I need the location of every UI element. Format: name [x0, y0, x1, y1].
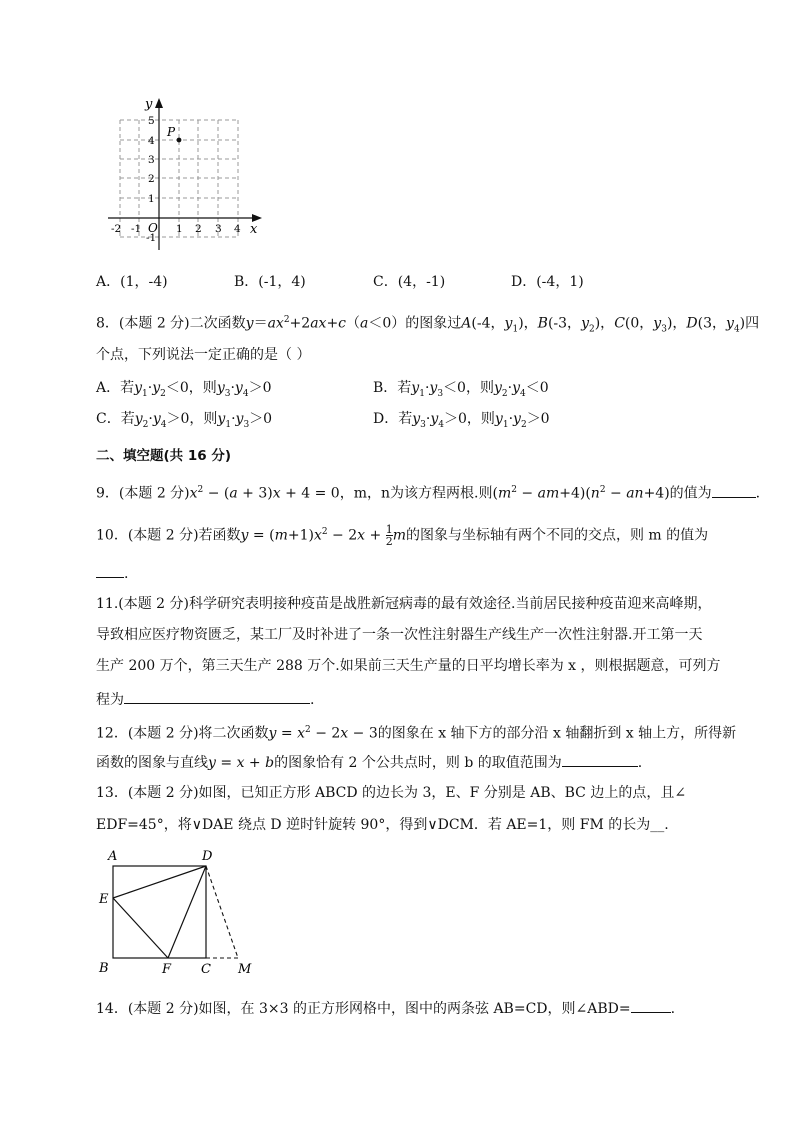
q11-line1: 11.(本题 2 分)科学研究表明接种疫苗是战胜新冠病毒的最有效途径.当前居民接种疫苗迎来高峰期，: [96, 596, 712, 612]
point-p: [177, 138, 182, 143]
vertex-label-c: C: [201, 962, 211, 977]
q8-line1: 8．(本题 2 分)二次函数$y=ax^2+2ax+c(a<0)$的图象过A(-4，$y_1$)，B(-3，$y_2$)，C(0，$y_3$)，D(3，$y_4$)四: [96, 315, 760, 335]
x-tick-label: -1: [131, 223, 142, 235]
q12-answer-blank[interactable]: [562, 751, 638, 767]
vertex-label-f: F: [162, 962, 172, 977]
y-tick-label: 5: [148, 115, 155, 127]
q8-option-c: C．若$y_2\cdot y_4>0$，则$y_1\cdot y_3>0$: [96, 411, 273, 430]
segment-ef: [113, 898, 168, 958]
coordinate-grid-figure: [100, 92, 270, 252]
y-tick-label: 3: [148, 154, 155, 166]
q8-option-a: A．若$y_1\cdot y_2<0$，则$y_3\cdot y_4>0$: [96, 380, 272, 399]
vertex-label-a: A: [108, 849, 118, 864]
section-heading-fill-in: 二、填空题(共 16 分): [96, 448, 232, 464]
origin-label: O: [148, 221, 158, 235]
q8-intro: 8．(本题 2 分)二次函数: [96, 315, 246, 332]
q9-answer-blank[interactable]: [712, 482, 756, 498]
x-tick-label: 2: [195, 223, 202, 235]
q11-line4: 程为 .: [96, 688, 314, 710]
y-tick-label: -1: [146, 232, 157, 244]
q10-line2: .: [96, 562, 128, 584]
y-tick-label: 4: [148, 135, 155, 147]
q14-answer-blank[interactable]: [631, 997, 671, 1013]
y-axis-label: y: [145, 97, 153, 112]
q7-option-c: C．(4，-1): [373, 274, 446, 290]
x-tick-label: 3: [215, 223, 222, 235]
q8-line2: 个点，下列说法一定正确的是（ ）: [96, 347, 311, 363]
q9-line: 9．(本题 2 分)$x^2 - (a + 3)x + 4 = 0$，m，n为该方程两根.则$(m^2 - am+4)(n^2 - an+4)$的值为 .: [96, 480, 760, 504]
square-geometry-figure: [96, 846, 266, 978]
vertex-label-b: B: [99, 961, 109, 976]
q8-four: 四: [745, 315, 760, 332]
y-tick-label: 1: [148, 193, 155, 205]
q8-desc: ）的图象过: [391, 315, 462, 332]
segment-de: [113, 866, 206, 898]
q10-answer-blank[interactable]: [96, 562, 124, 578]
vertex-label-d: D: [202, 849, 213, 864]
q10-line1: 10．(本题 2 分)若函数$y = (m+1)x^2 - 2x$ + $\frac{1}{2}$ m的图象与坐标轴有两个不同的交点，则 m 的值为: [96, 523, 709, 549]
x-axis-label: x: [250, 222, 258, 237]
segment-dm: [206, 866, 238, 958]
q11-line2: 导致相应医疗物资匮乏，某工厂及时补进了一条一次性注射器生产线生产一次性注射器.开工第一天: [96, 627, 703, 643]
y-tick-label: 2: [148, 173, 155, 185]
square-abcd: [113, 866, 206, 958]
vertex-label-m: M: [238, 962, 252, 977]
q12-line1: 12．(本题 2 分)将二次函数$y = x^2 - 2x - 3$的图象在 x 轴下方的部分沿 x 轴翻折到 x 轴上方，所得新: [96, 725, 737, 742]
q8-option-d: D．若$y_3\cdot y_4>0$，则$y_1\cdot y_2>0$: [373, 411, 550, 430]
q12-line2: 函数的图象与直线y = x + b的图象恰有 2 个公共点时，则 b 的取值范围为 .: [96, 751, 642, 773]
vertex-label-e: E: [99, 892, 109, 907]
q14-line: 14．(本题 2 分)如图，在 3×3 的正方形网格中，图中的两条弦 AB=CD，则∠ABD= .: [96, 997, 675, 1019]
x-tick-label: 4: [234, 223, 241, 235]
segment-df: [168, 866, 206, 958]
q13-line1: 13．(本题 2 分)如图，已知正方形 ABCD 的边长为 3，E、F 分别是 AB、BC 边上的点，且∠: [96, 785, 687, 801]
q7-option-a: A．(1，-4): [96, 274, 168, 290]
x-tick-label: 1: [176, 223, 183, 235]
x-tick-label: -2: [111, 223, 122, 235]
q7-option-d: D．(-4，1): [511, 274, 584, 290]
q11-answer-blank[interactable]: [124, 688, 310, 704]
point-p-label: P: [167, 125, 176, 139]
q11-line3: 生产 200 万个，第三天生产 288 万个.如果前三天生产量的日平均增长率为 x ，则根据题意，可列方: [96, 658, 721, 674]
q8-paren: （: [346, 315, 361, 332]
q13-line2: EDF=45°，将∨DAE 绕点 D 逆时针旋转 90°，得到∨DCM．若 AE=1，则 FM 的长为__.: [96, 817, 669, 833]
q7-option-b: B．(-1，4): [234, 274, 306, 290]
q8-option-b: B．若$y_1\cdot y_3<0$，则$y_2\cdot y_4<0$: [373, 380, 549, 399]
